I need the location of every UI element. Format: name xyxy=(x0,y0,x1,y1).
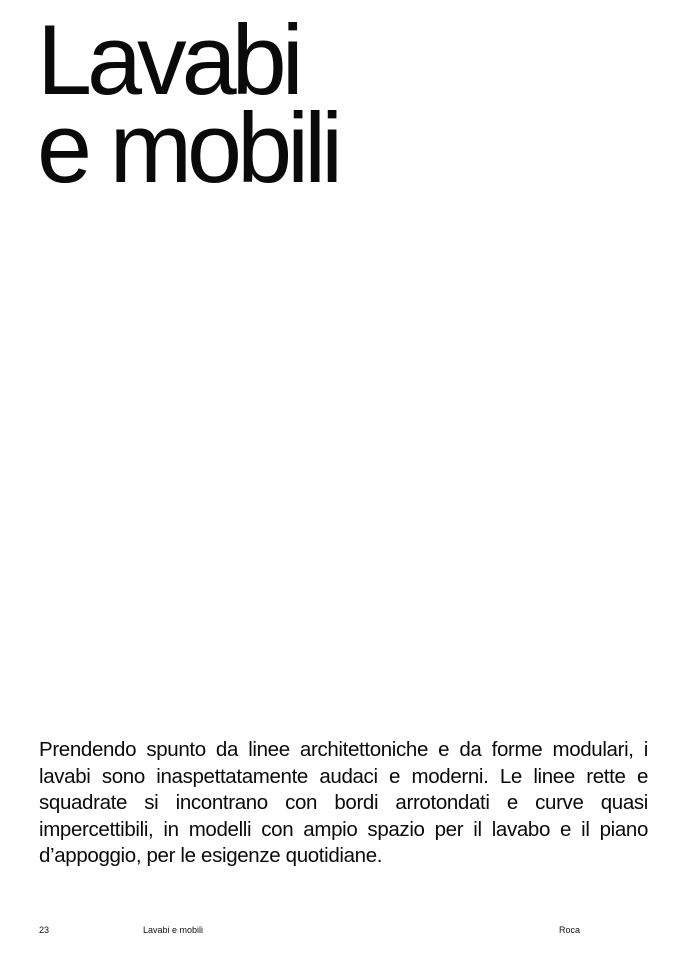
page-title-line-1: Lavabi xyxy=(37,4,299,115)
footer-section-title: Lavabi e mobili xyxy=(143,925,204,935)
footer-page-number: 23 xyxy=(39,925,50,935)
page-title xyxy=(37,4,339,203)
intro-paragraph: Prendendo spunto da linee architettoniche e da forme modulari, i lavabi sono inaspettatamente audaci e moderni. Le linee rette e squadrate si incontrano con bordi arrotondati e curve quasi impercettibili, in modelli con ampio spazio per il lavabo e il piano d’appoggio, per le esigenze quotidiane. xyxy=(39,738,648,867)
page-title-line-2: e mobili xyxy=(37,92,339,203)
footer-brand: Roca xyxy=(559,925,581,935)
